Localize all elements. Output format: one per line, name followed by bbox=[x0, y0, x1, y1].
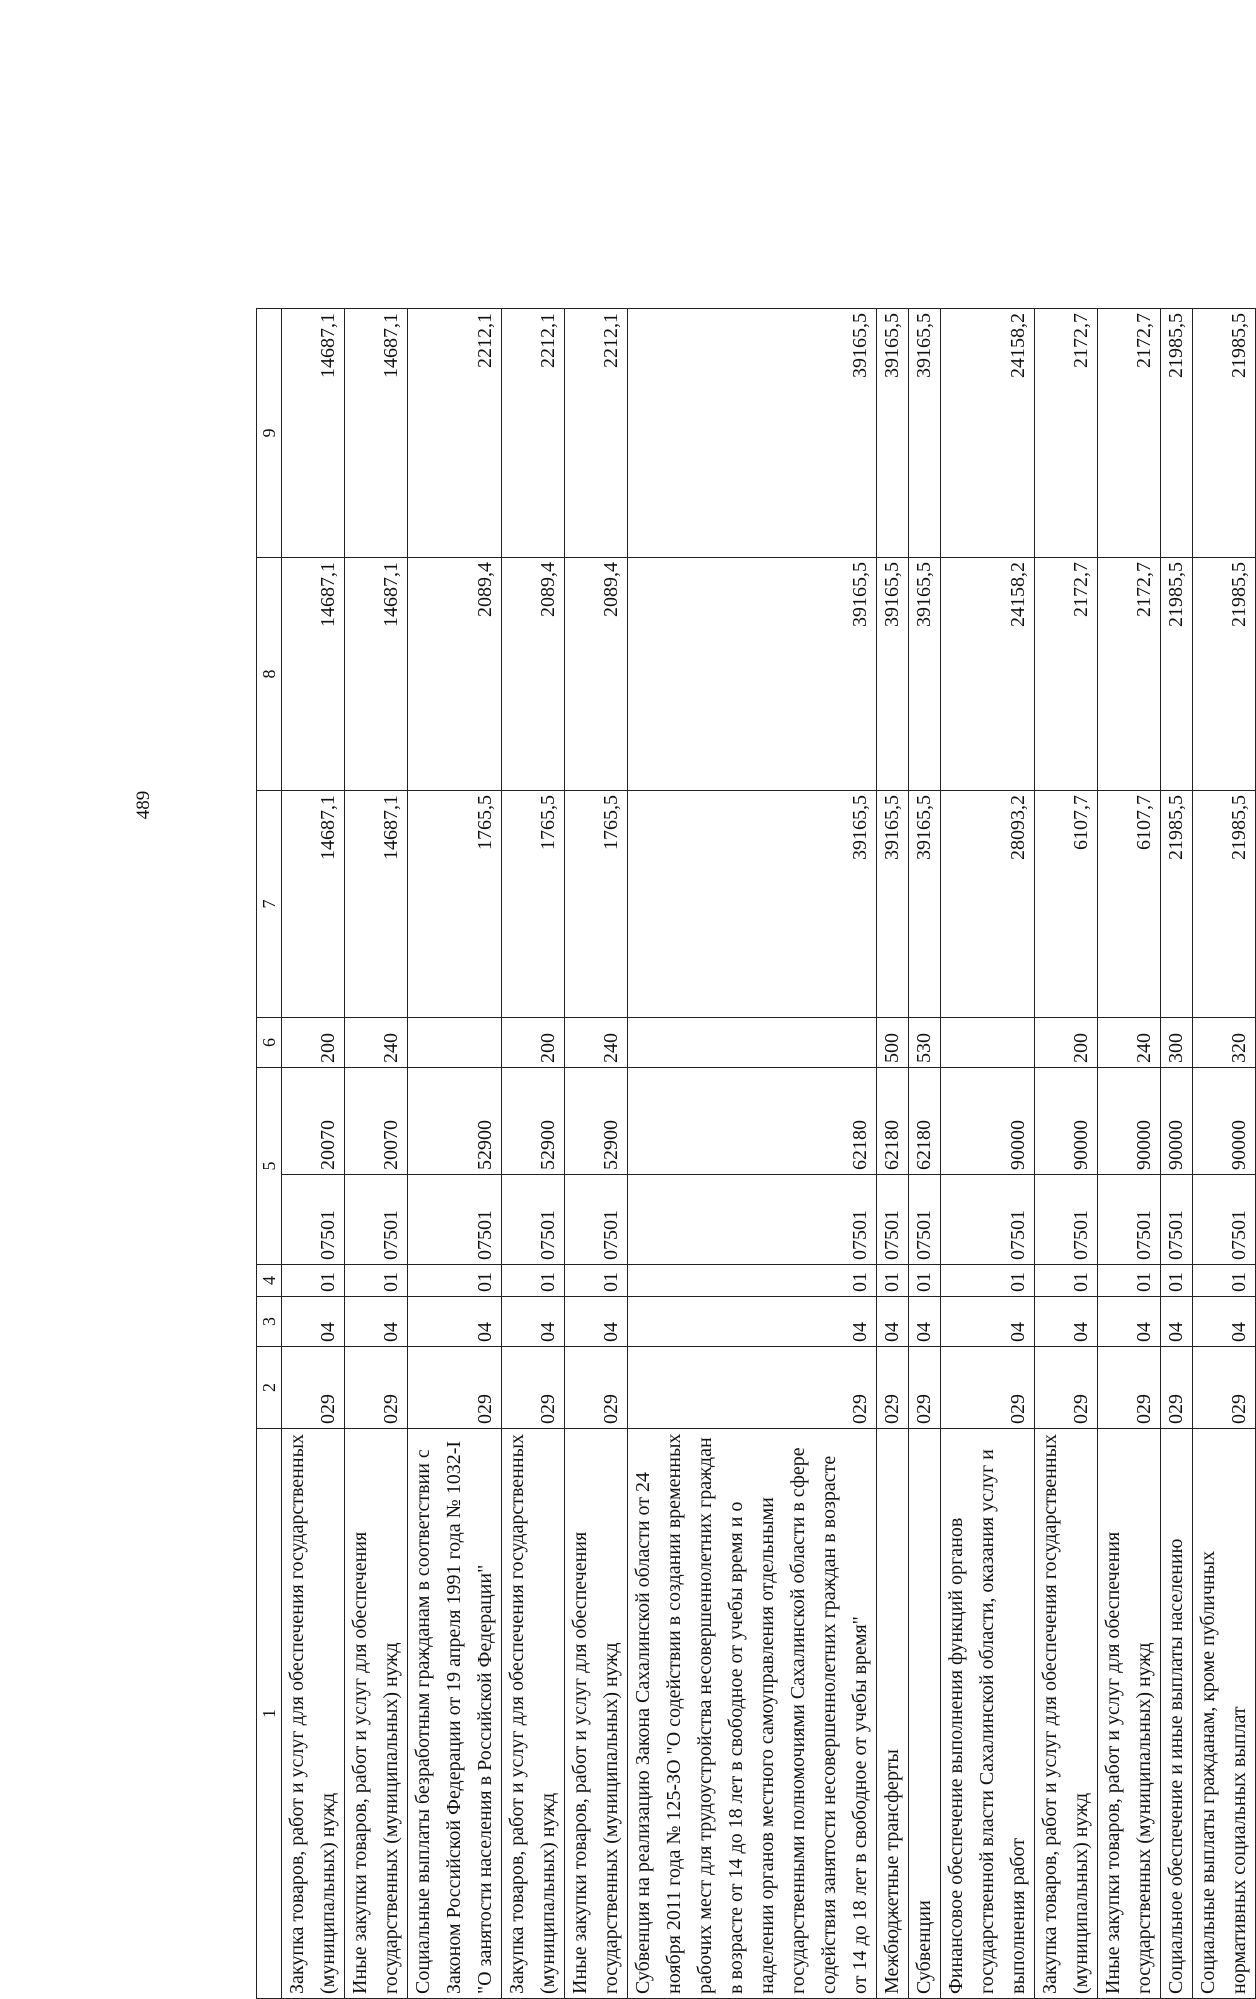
page-number: 489 bbox=[133, 790, 154, 820]
amount-col-8-cell: 21985,5 bbox=[1161, 558, 1193, 791]
expense-type-code-cell: 500 bbox=[877, 1018, 909, 1068]
amount-col-7-cell: 21985,5 bbox=[1193, 791, 1256, 1018]
expense-type-code-cell bbox=[628, 1018, 877, 1068]
amount-col-7-cell: 39165,5 bbox=[628, 791, 877, 1018]
section-code-cell: 04 bbox=[877, 1297, 909, 1347]
header-col-1: 1 bbox=[257, 1429, 282, 1999]
amount-col-9-cell: 2172,7 bbox=[1035, 309, 1098, 558]
amount-col-7-cell: 21985,5 bbox=[1161, 791, 1193, 1018]
section-code-cell: 04 bbox=[1035, 1297, 1098, 1347]
table-row bbox=[408, 309, 502, 1999]
section-code-cell: 04 bbox=[502, 1297, 565, 1347]
amount-col-8-cell: 14687,1 bbox=[282, 558, 345, 791]
row-name-cell: Социальное обеспечение и иные выплаты населению bbox=[1161, 1429, 1193, 1999]
amount-col-8-cell: 2089,4 bbox=[408, 558, 502, 791]
subsection-code-cell: 01 bbox=[502, 1265, 565, 1297]
target-article-code-cell: 62180 bbox=[877, 1068, 909, 1175]
target-article-code-cell: 90000 bbox=[1193, 1068, 1256, 1175]
subsection-code-cell: 01 bbox=[1035, 1265, 1098, 1297]
amount-col-9-cell: 39165,5 bbox=[877, 309, 909, 558]
subsection-code-cell: 01 bbox=[282, 1265, 345, 1297]
amount-col-9-cell: 14687,1 bbox=[345, 309, 408, 558]
expense-type-code-cell bbox=[941, 1018, 1035, 1068]
header-col-4: 4 bbox=[257, 1265, 282, 1297]
row-name-cell: Финансовое обеспечение выполнения функций органов государственной власти Сахалинской области, оказания услуг и выполнения работ bbox=[941, 1429, 1035, 1999]
main-admin-code-cell: 029 bbox=[565, 1347, 628, 1429]
section-code-cell: 04 bbox=[1161, 1297, 1193, 1347]
target-article-code-cell: 20070 bbox=[282, 1068, 345, 1175]
main-admin-code-cell: 029 bbox=[1161, 1347, 1193, 1429]
row-name-cell: Иные закупки товаров, работ и услуг для обеспечения государственных (муниципальных) нужд bbox=[345, 1429, 408, 1999]
target-program-code-cell: 07501 bbox=[628, 1175, 877, 1265]
table-row bbox=[1193, 309, 1256, 1999]
amount-col-8-cell: 14687,1 bbox=[345, 558, 408, 791]
target-program-code-cell: 07501 bbox=[1035, 1175, 1098, 1265]
header-col-6: 6 bbox=[257, 1018, 282, 1068]
amount-col-7-cell: 28093,2 bbox=[941, 791, 1035, 1018]
expense-type-code-cell: 240 bbox=[345, 1018, 408, 1068]
table-row bbox=[877, 309, 909, 1999]
row-name-cell: Иные закупки товаров, работ и услуг для обеспечения государственных (муниципальных) нужд bbox=[565, 1429, 628, 1999]
target-program-code-cell: 07501 bbox=[282, 1175, 345, 1265]
amount-col-8-cell: 2089,4 bbox=[565, 558, 628, 791]
target-article-code-cell: 52900 bbox=[502, 1068, 565, 1175]
main-admin-code-cell: 029 bbox=[345, 1347, 408, 1429]
main-admin-code-cell: 029 bbox=[1098, 1347, 1161, 1429]
row-name-cell: Закупка товаров, работ и услуг для обеспечения государственных (муниципальных) нужд bbox=[1035, 1429, 1098, 1999]
section-code-cell: 04 bbox=[1098, 1297, 1161, 1347]
amount-col-9-cell: 39165,5 bbox=[909, 309, 941, 558]
main-admin-code-cell: 029 bbox=[502, 1347, 565, 1429]
amount-col-8-cell: 39165,5 bbox=[628, 558, 877, 791]
main-admin-code-cell: 029 bbox=[408, 1347, 502, 1429]
target-program-code-cell: 07501 bbox=[1161, 1175, 1193, 1265]
expense-type-code-cell: 200 bbox=[502, 1018, 565, 1068]
main-admin-code-cell: 029 bbox=[877, 1347, 909, 1429]
target-article-code-cell: 20070 bbox=[345, 1068, 408, 1175]
target-article-code-cell: 90000 bbox=[1161, 1068, 1193, 1175]
table-row bbox=[909, 309, 941, 1999]
target-program-code-cell: 07501 bbox=[941, 1175, 1035, 1265]
amount-col-7-cell: 1765,5 bbox=[565, 791, 628, 1018]
amount-col-9-cell: 14687,1 bbox=[282, 309, 345, 558]
amount-col-9-cell: 2212,1 bbox=[502, 309, 565, 558]
table-header bbox=[257, 309, 282, 1999]
target-program-code-cell: 07501 bbox=[909, 1175, 941, 1265]
amount-col-9-cell: 39165,5 bbox=[628, 309, 877, 558]
main-admin-code-cell: 029 bbox=[628, 1347, 877, 1429]
table-body bbox=[282, 309, 1256, 1999]
section-code-cell: 04 bbox=[345, 1297, 408, 1347]
expense-type-code-cell: 200 bbox=[1035, 1018, 1098, 1068]
target-article-code-cell: 62180 bbox=[628, 1068, 877, 1175]
table-row bbox=[1098, 309, 1161, 1999]
target-article-code-cell: 52900 bbox=[565, 1068, 628, 1175]
target-program-code-cell: 07501 bbox=[502, 1175, 565, 1265]
section-code-cell: 04 bbox=[408, 1297, 502, 1347]
amount-col-7-cell: 39165,5 bbox=[909, 791, 941, 1018]
expense-type-code-cell: 300 bbox=[1161, 1018, 1193, 1068]
target-article-code-cell: 90000 bbox=[1035, 1068, 1098, 1175]
amount-col-8-cell: 39165,5 bbox=[877, 558, 909, 791]
expense-type-code-cell: 240 bbox=[1098, 1018, 1161, 1068]
subsection-code-cell: 01 bbox=[628, 1265, 877, 1297]
amount-col-7-cell: 39165,5 bbox=[877, 791, 909, 1018]
amount-col-7-cell: 1765,5 bbox=[408, 791, 502, 1018]
expense-type-code-cell: 320 bbox=[1193, 1018, 1256, 1068]
header-col-2: 2 bbox=[257, 1347, 282, 1429]
amount-col-8-cell: 2172,7 bbox=[1098, 558, 1161, 791]
header-col-5: 5 bbox=[257, 1068, 282, 1265]
row-name-cell: Социальные выплаты безработным гражданам в соответствии с Законом Российской Федерации от 19 апреля 1991 года № 1032-I "О занятости населения в Российской Федерации" bbox=[408, 1429, 502, 1999]
row-name-cell: Иные закупки товаров, работ и услуг для обеспечения государственных (муниципальных) нужд bbox=[1098, 1429, 1161, 1999]
section-code-cell: 04 bbox=[565, 1297, 628, 1347]
main-admin-code-cell: 029 bbox=[282, 1347, 345, 1429]
target-article-code-cell: 52900 bbox=[408, 1068, 502, 1175]
target-program-code-cell: 07501 bbox=[877, 1175, 909, 1265]
target-program-code-cell: 07501 bbox=[345, 1175, 408, 1265]
subsection-code-cell: 01 bbox=[1193, 1265, 1256, 1297]
subsection-code-cell: 01 bbox=[941, 1265, 1035, 1297]
amount-col-8-cell: 24158,2 bbox=[941, 558, 1035, 791]
target-article-code-cell: 90000 bbox=[941, 1068, 1035, 1175]
section-code-cell: 04 bbox=[628, 1297, 877, 1347]
expense-type-code-cell: 530 bbox=[909, 1018, 941, 1068]
header-col-7: 7 bbox=[257, 791, 282, 1018]
amount-col-7-cell: 14687,1 bbox=[282, 791, 345, 1018]
amount-col-8-cell: 39165,5 bbox=[909, 558, 941, 791]
header-col-8: 8 bbox=[257, 558, 282, 791]
amount-col-8-cell: 21985,5 bbox=[1193, 558, 1256, 791]
expense-type-code-cell: 200 bbox=[282, 1018, 345, 1068]
row-name-cell: Социальные выплаты гражданам, кроме публичных нормативных социальных выплат bbox=[1193, 1429, 1256, 1999]
subsection-code-cell: 01 bbox=[877, 1265, 909, 1297]
row-name-cell: Закупка товаров, работ и услуг для обеспечения государственных (муниципальных) нужд bbox=[282, 1429, 345, 1999]
amount-col-7-cell: 6107,7 bbox=[1098, 791, 1161, 1018]
table-row bbox=[941, 309, 1035, 1999]
section-code-cell: 04 bbox=[282, 1297, 345, 1347]
target-article-code-cell: 62180 bbox=[909, 1068, 941, 1175]
subsection-code-cell: 01 bbox=[909, 1265, 941, 1297]
amount-col-9-cell: 2212,1 bbox=[408, 309, 502, 558]
subsection-code-cell: 01 bbox=[565, 1265, 628, 1297]
amount-col-9-cell: 2172,7 bbox=[1098, 309, 1161, 558]
section-code-cell: 04 bbox=[941, 1297, 1035, 1347]
row-name-cell: Межбюджетные трансферты bbox=[877, 1429, 909, 1999]
section-code-cell: 04 bbox=[909, 1297, 941, 1347]
row-name-cell: Субвенция на реализацию Закона Сахалинской области от 24 ноября 2011 года № 125-ЗО "О содействии в создании временных рабочих мест для трудоустройства несовершеннолетних граждан в возрасте от 14 до 18 лет в свободное от учебы время и о наделении органов местного самоуправления отдельными государственными полномочиями Сахалинской области в сфере содействия занятости несовершеннолетних граждан в возрасте от 14 до 18 лет в свободное от учебы время" bbox=[628, 1429, 877, 1999]
table-row bbox=[282, 309, 345, 1999]
target-program-code-cell: 07501 bbox=[565, 1175, 628, 1265]
subsection-code-cell: 01 bbox=[408, 1265, 502, 1297]
section-code-cell: 04 bbox=[1193, 1297, 1256, 1347]
amount-col-9-cell: 21985,5 bbox=[1161, 309, 1193, 558]
table-row bbox=[1035, 309, 1098, 1999]
table-row bbox=[628, 309, 877, 1999]
expense-type-code-cell: 240 bbox=[565, 1018, 628, 1068]
header-row bbox=[257, 309, 282, 1999]
expense-type-code-cell bbox=[408, 1018, 502, 1068]
target-program-code-cell: 07501 bbox=[1193, 1175, 1256, 1265]
target-program-code-cell: 07501 bbox=[1098, 1175, 1161, 1265]
table-row bbox=[502, 309, 565, 1999]
table-row bbox=[565, 309, 628, 1999]
amount-col-9-cell: 21985,5 bbox=[1193, 309, 1256, 558]
row-name-cell: Субвенции bbox=[909, 1429, 941, 1999]
amount-col-7-cell: 6107,7 bbox=[1035, 791, 1098, 1018]
header-col-9: 9 bbox=[257, 309, 282, 558]
amount-col-7-cell: 1765,5 bbox=[502, 791, 565, 1018]
amount-col-8-cell: 2172,7 bbox=[1035, 558, 1098, 791]
amount-col-8-cell: 2089,4 bbox=[502, 558, 565, 791]
main-admin-code-cell: 029 bbox=[941, 1347, 1035, 1429]
amount-col-9-cell: 24158,2 bbox=[941, 309, 1035, 558]
amount-col-7-cell: 14687,1 bbox=[345, 791, 408, 1018]
table-row bbox=[345, 309, 408, 1999]
subsection-code-cell: 01 bbox=[345, 1265, 408, 1297]
subsection-code-cell: 01 bbox=[1161, 1265, 1193, 1297]
subsection-code-cell: 01 bbox=[1098, 1265, 1161, 1297]
main-admin-code-cell: 029 bbox=[1193, 1347, 1256, 1429]
main-admin-code-cell: 029 bbox=[909, 1347, 941, 1429]
budget-table bbox=[256, 308, 1256, 1999]
main-admin-code-cell: 029 bbox=[1035, 1347, 1098, 1429]
row-name-cell: Закупка товаров, работ и услуг для обеспечения государственных (муниципальных) нужд bbox=[502, 1429, 565, 1999]
target-article-code-cell: 90000 bbox=[1098, 1068, 1161, 1175]
amount-col-9-cell: 2212,1 bbox=[565, 309, 628, 558]
table-row bbox=[1161, 309, 1193, 1999]
header-col-3: 3 bbox=[257, 1297, 282, 1347]
target-program-code-cell: 07501 bbox=[408, 1175, 502, 1265]
